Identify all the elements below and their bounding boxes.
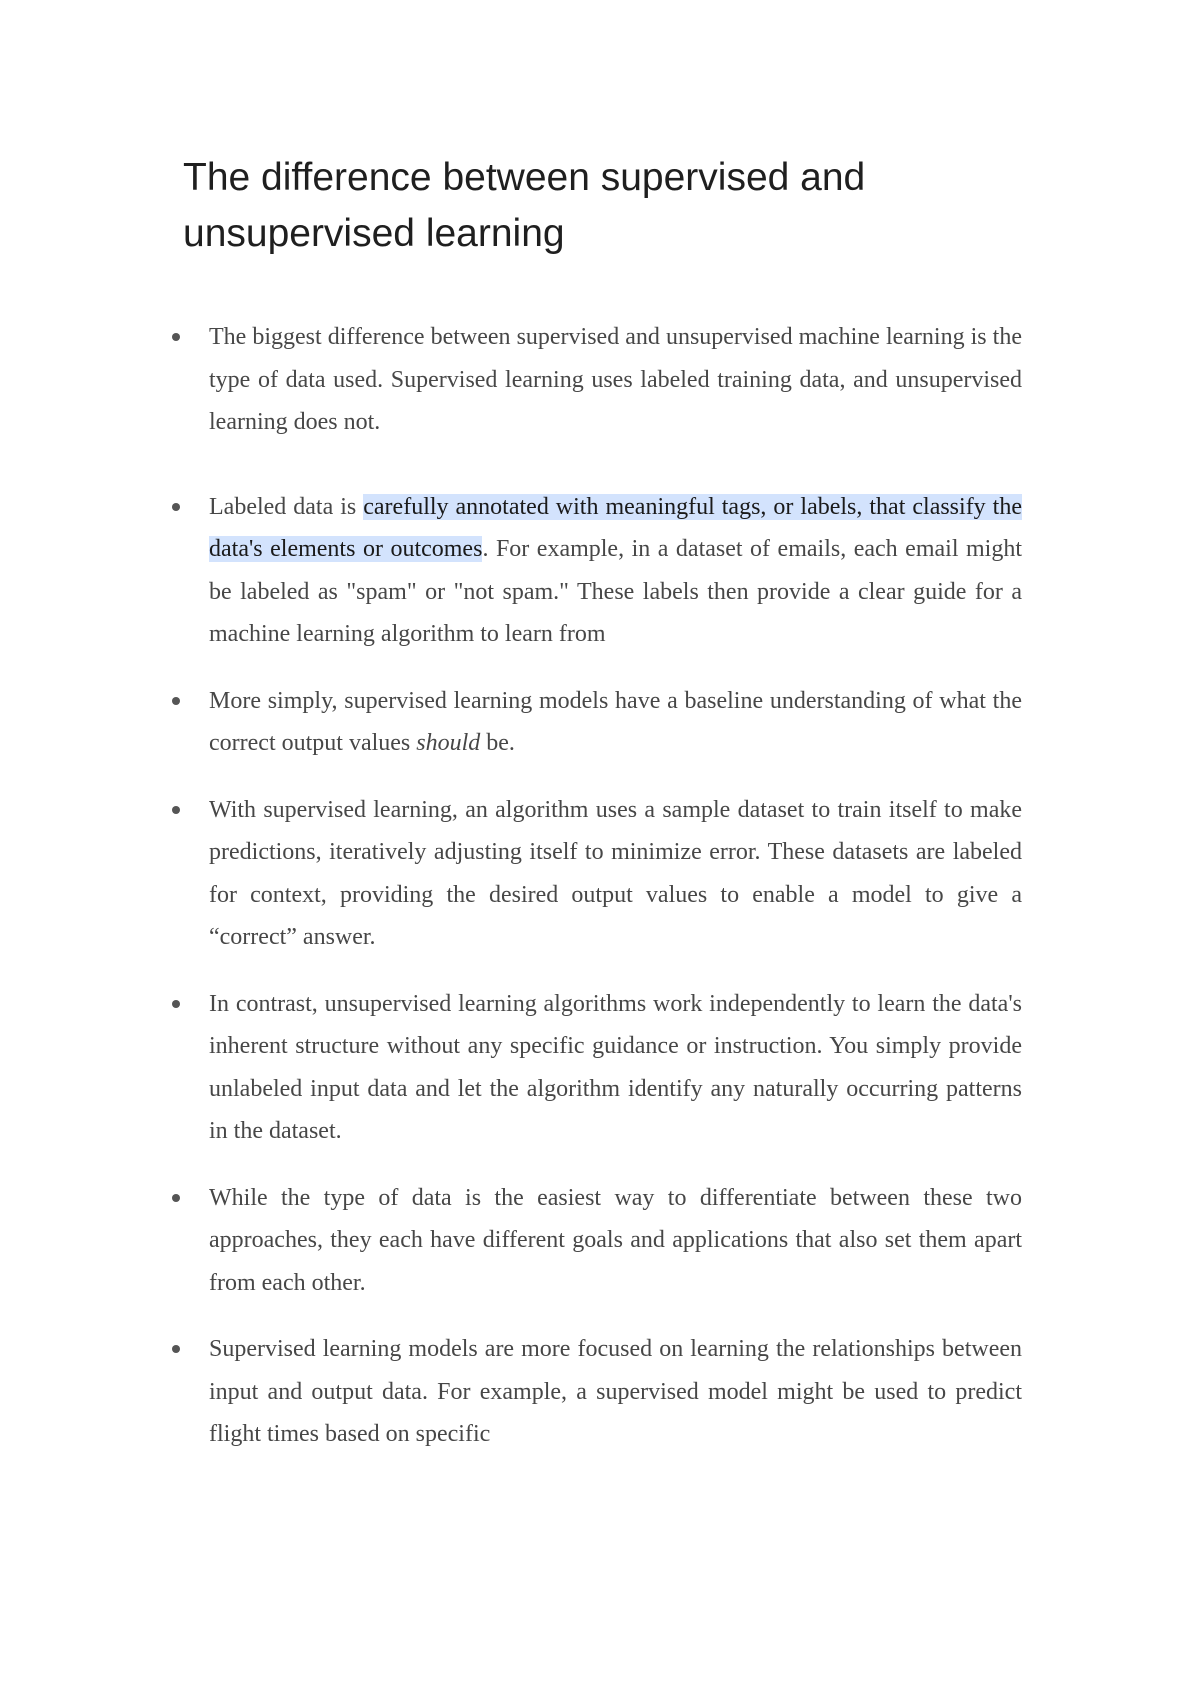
bullet-icon <box>172 333 180 341</box>
bullet-text-tail: be. <box>480 730 515 756</box>
list-item <box>168 983 1022 1153</box>
bullet-icon <box>172 1000 180 1008</box>
bullet-text: While the type of data is the easiest way to differentiate between these two approaches, they each have different goals and applications that also set them apart from each other. <box>209 1184 1022 1296</box>
bullet-text: The biggest difference between supervised and unsupervised machine learning is the type of data used. Supervised learning uses labeled training data, and unsupervised learning does not. <box>209 324 1022 435</box>
bullet-icon <box>172 697 180 705</box>
bullet-text-lead: Labeled data is <box>209 493 364 520</box>
list-item <box>168 789 1022 959</box>
bullet-text: With supervised learning, an algorithm uses a sample dataset to train itself to make predictions, iteratively adjusting itself to minimize error. These datasets are labeled for context, providing the desired output values to enable a model to give a “correct” answer. <box>209 796 1022 950</box>
bullet-text-lead: More simply, supervised learning models have a baseline understanding of what the correct output values <box>209 687 1022 756</box>
bullet-icon <box>172 503 180 511</box>
list-item <box>168 316 1022 444</box>
document-title: The difference between supervised and unsupervised learning <box>183 156 866 255</box>
bullet-text: Supervised learning models are more focused on learning the relationships between input and output data. For example, a supervised model might be used to predict flight times based on specific <box>209 1336 1022 1447</box>
bullet-text-tail: . For example, in a dataset of emails, each email might be labeled as "spam" or "not spam." These labels then provide a clear guide for a machine learning algorithm to learn from <box>209 536 1022 647</box>
bullet-list <box>168 316 1022 1456</box>
bullet-icon <box>172 806 180 814</box>
list-item <box>168 680 1022 765</box>
highlighted-text: carefully annotated with meaningful tags, or labels, that classify the data's elements or outcomes <box>209 493 1022 562</box>
bullet-icon <box>172 1345 180 1353</box>
list-item <box>168 1328 1022 1456</box>
list-item <box>168 486 1022 656</box>
emphasized-text: should <box>416 730 481 756</box>
bullet-icon <box>172 1194 180 1202</box>
list-item <box>168 1177 1022 1305</box>
bullet-text: In contrast, unsupervised learning algorithms work independently to learn the data's inherent structure without any specific guidance or instruction. You simply provide unlabeled input data and let the algorithm identify any naturally occurring patterns in the dataset. <box>209 990 1022 1144</box>
